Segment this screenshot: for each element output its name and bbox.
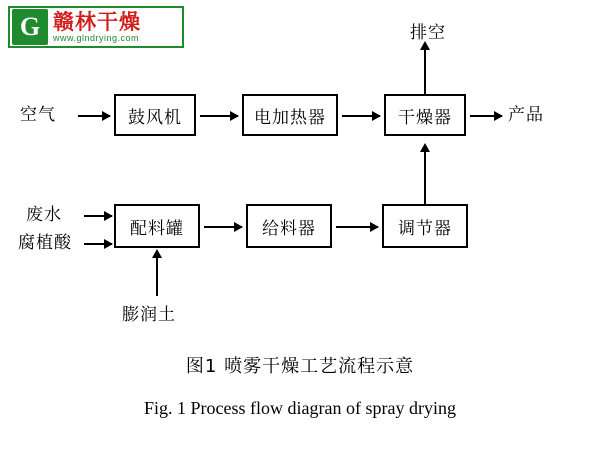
arrow-dryer-to-product — [470, 115, 502, 117]
logo-brand-name: 赣林干燥 — [53, 9, 141, 34]
arrow-dryer-to-exhaust — [424, 50, 426, 94]
io-label-bentonite: 膨润土 — [122, 305, 176, 325]
arrow-humicacid-to-mixtank — [84, 243, 112, 245]
arrow-blower-to-heater — [200, 115, 238, 117]
logo-url: www.glndrying.com — [53, 32, 140, 43]
io-label-humic-acid: 腐植酸 — [18, 233, 72, 253]
arrow-feeder-to-regulator — [336, 226, 378, 228]
node-dryer: 干燥器 — [384, 94, 466, 136]
node-regulator: 调节器 — [382, 204, 468, 248]
arrow-wastewater-to-mixtank — [84, 215, 112, 217]
io-label-wastewater: 废水 — [26, 205, 62, 225]
figure-caption-chinese: 图1 喷雾干燥工艺流程示意 — [185, 356, 415, 377]
io-label-exhaust: 排空 — [410, 23, 446, 43]
arrow-air-to-blower — [78, 115, 110, 117]
arrow-regulator-to-dryer — [424, 152, 426, 204]
node-mix-tank: 配料罐 — [114, 204, 200, 248]
io-label-product: 产品 — [508, 105, 544, 125]
brand-logo — [8, 6, 184, 48]
io-label-air: 空气 — [20, 105, 56, 125]
arrow-bentonite-to-mixtank — [156, 258, 158, 296]
figure-caption-english: Fig. 1 Process flow diagran of spray drying — [144, 398, 456, 418]
logo-text-block — [53, 11, 141, 44]
node-heater: 电加热器 — [242, 94, 338, 136]
node-feeder: 给料器 — [246, 204, 332, 248]
arrow-heater-to-dryer — [342, 115, 380, 117]
node-blower: 鼓风机 — [114, 94, 196, 136]
arrow-mixtank-to-feeder — [204, 226, 242, 228]
logo-mark-icon: G — [12, 9, 48, 45]
